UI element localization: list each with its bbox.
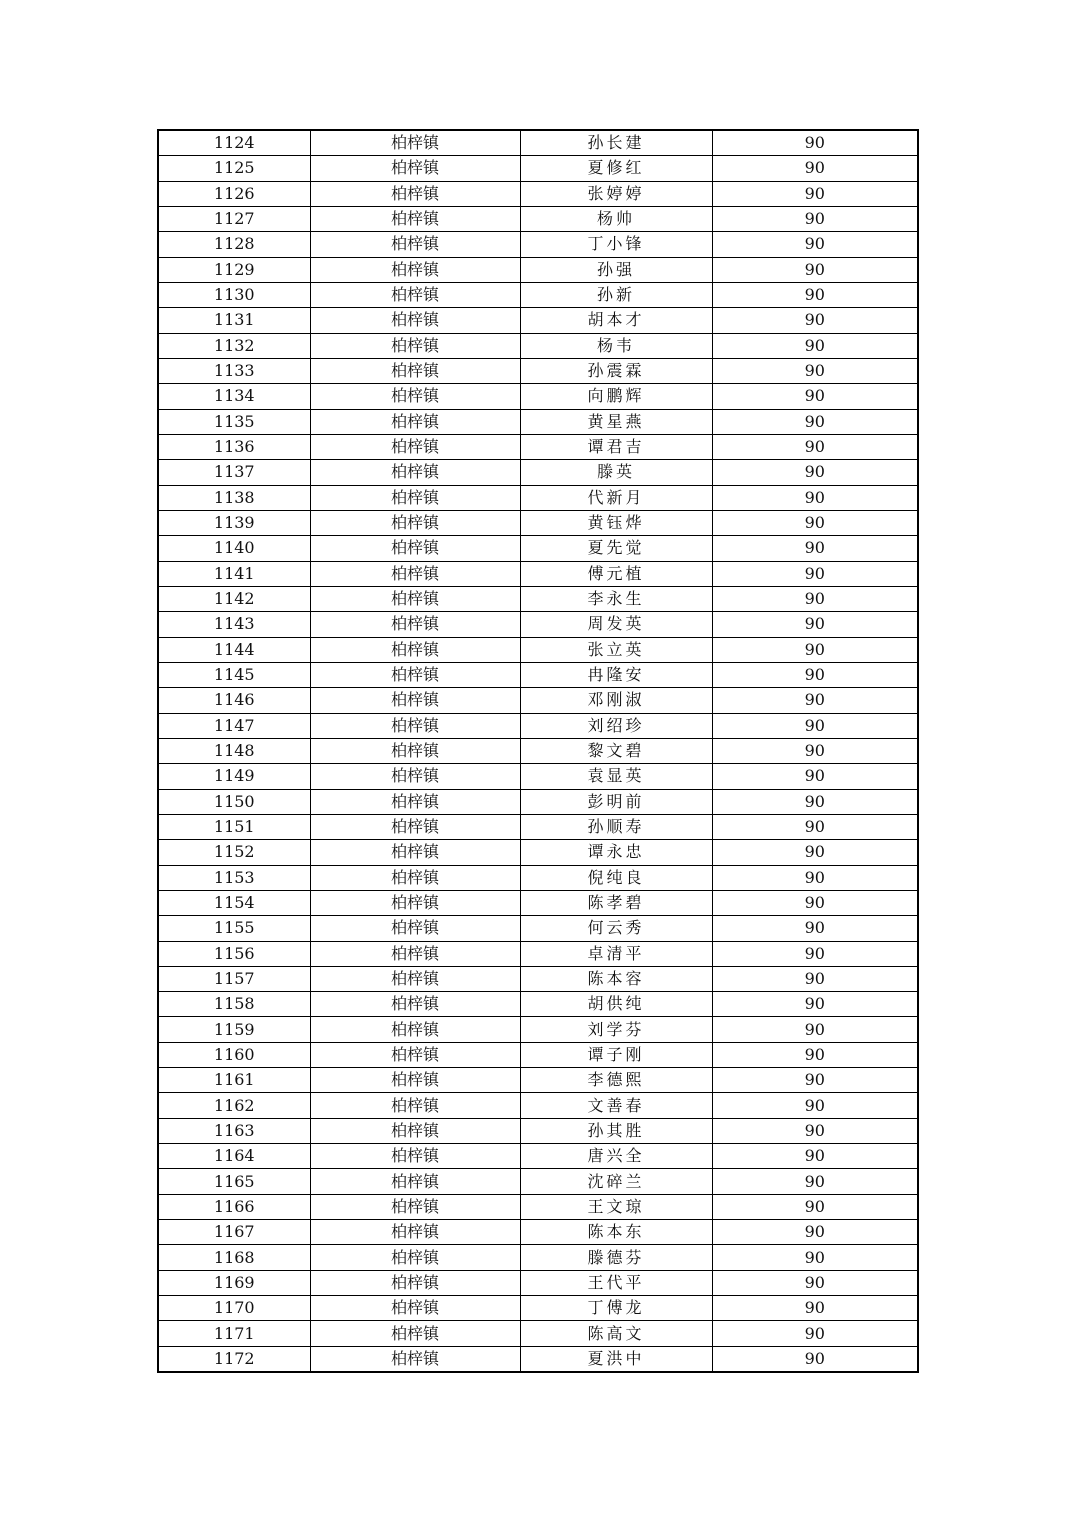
score-cell: 90: [712, 637, 918, 662]
row-number-cell: 1129: [158, 257, 310, 282]
table-row: [158, 865, 918, 890]
table-row: [158, 561, 918, 586]
name-cell: 彭明前: [520, 789, 712, 814]
name-cell: 黄钰烨: [520, 510, 712, 535]
table-row: [158, 1220, 918, 1245]
row-number-cell: 1166: [158, 1194, 310, 1219]
town-cell: 柏梓镇: [310, 130, 520, 156]
table-row: [158, 1270, 918, 1295]
town-cell: 柏梓镇: [310, 206, 520, 231]
name-cell: 袁显英: [520, 764, 712, 789]
score-cell: 90: [712, 206, 918, 231]
row-number-cell: 1163: [158, 1118, 310, 1143]
name-cell: 谭子刚: [520, 1042, 712, 1067]
table-row: [158, 662, 918, 687]
row-number-cell: 1162: [158, 1093, 310, 1118]
score-cell: 90: [712, 358, 918, 383]
table-row: [158, 1144, 918, 1169]
town-cell: 柏梓镇: [310, 1245, 520, 1270]
score-cell: 90: [712, 1068, 918, 1093]
table-row: [158, 181, 918, 206]
row-number-cell: 1161: [158, 1068, 310, 1093]
score-cell: 90: [712, 865, 918, 890]
score-cell: 90: [712, 713, 918, 738]
name-cell: 黄星燕: [520, 409, 712, 434]
name-cell: 邓刚淑: [520, 688, 712, 713]
town-cell: 柏梓镇: [310, 232, 520, 257]
town-cell: 柏梓镇: [310, 510, 520, 535]
row-number-cell: 1147: [158, 713, 310, 738]
row-number-cell: 1131: [158, 308, 310, 333]
table-row: [158, 992, 918, 1017]
row-number-cell: 1141: [158, 561, 310, 586]
row-number-cell: 1145: [158, 662, 310, 687]
town-cell: 柏梓镇: [310, 181, 520, 206]
score-cell: 90: [712, 941, 918, 966]
row-number-cell: 1155: [158, 916, 310, 941]
table-row: [158, 282, 918, 307]
table-row: [158, 966, 918, 991]
town-cell: 柏梓镇: [310, 916, 520, 941]
name-cell: 孙其胜: [520, 1118, 712, 1143]
score-cell: 90: [712, 1169, 918, 1194]
score-cell: 90: [712, 814, 918, 839]
table-row: [158, 485, 918, 510]
score-cell: 90: [712, 1144, 918, 1169]
name-cell: 孙长建: [520, 130, 712, 156]
row-number-cell: 1140: [158, 536, 310, 561]
table-row: [158, 130, 918, 156]
name-cell: 张婷婷: [520, 181, 712, 206]
name-cell: 杨韦: [520, 333, 712, 358]
town-cell: 柏梓镇: [310, 662, 520, 687]
town-cell: 柏梓镇: [310, 257, 520, 282]
table-row: [158, 612, 918, 637]
score-cell: 90: [712, 384, 918, 409]
town-cell: 柏梓镇: [310, 612, 520, 637]
name-cell: 丁小锋: [520, 232, 712, 257]
table-row: [158, 1093, 918, 1118]
row-number-cell: 1152: [158, 840, 310, 865]
town-cell: 柏梓镇: [310, 1321, 520, 1346]
name-cell: 周发英: [520, 612, 712, 637]
town-cell: 柏梓镇: [310, 485, 520, 510]
name-cell: 王文琼: [520, 1194, 712, 1219]
name-cell: 夏先觉: [520, 536, 712, 561]
row-number-cell: 1130: [158, 282, 310, 307]
row-number-cell: 1136: [158, 434, 310, 459]
row-number-cell: 1124: [158, 130, 310, 156]
score-cell: 90: [712, 257, 918, 282]
score-cell: 90: [712, 1042, 918, 1067]
table-row: [158, 713, 918, 738]
table-row: [158, 764, 918, 789]
town-cell: 柏梓镇: [310, 536, 520, 561]
score-cell: 90: [712, 662, 918, 687]
row-number-cell: 1126: [158, 181, 310, 206]
score-cell: 90: [712, 130, 918, 156]
roster-table-body: [158, 130, 918, 1372]
table-row: [158, 941, 918, 966]
row-number-cell: 1135: [158, 409, 310, 434]
town-cell: 柏梓镇: [310, 1093, 520, 1118]
name-cell: 夏修红: [520, 156, 712, 181]
score-cell: 90: [712, 1093, 918, 1118]
table-row: [158, 333, 918, 358]
table-row: [158, 1169, 918, 1194]
score-cell: 90: [712, 1220, 918, 1245]
score-cell: 90: [712, 916, 918, 941]
score-cell: 90: [712, 966, 918, 991]
name-cell: 何云秀: [520, 916, 712, 941]
name-cell: 谭君吉: [520, 434, 712, 459]
table-row: [158, 840, 918, 865]
row-number-cell: 1139: [158, 510, 310, 535]
town-cell: 柏梓镇: [310, 1346, 520, 1372]
town-cell: 柏梓镇: [310, 1194, 520, 1219]
table-row: [158, 536, 918, 561]
name-cell: 孙顺寿: [520, 814, 712, 839]
town-cell: 柏梓镇: [310, 282, 520, 307]
name-cell: 陈高文: [520, 1321, 712, 1346]
name-cell: 陈本东: [520, 1220, 712, 1245]
row-number-cell: 1142: [158, 586, 310, 611]
name-cell: 孙震霖: [520, 358, 712, 383]
row-number-cell: 1172: [158, 1346, 310, 1372]
town-cell: 柏梓镇: [310, 1296, 520, 1321]
table-row: [158, 1042, 918, 1067]
row-number-cell: 1158: [158, 992, 310, 1017]
score-cell: 90: [712, 1118, 918, 1143]
town-cell: 柏梓镇: [310, 409, 520, 434]
town-cell: 柏梓镇: [310, 814, 520, 839]
score-cell: 90: [712, 536, 918, 561]
town-cell: 柏梓镇: [310, 992, 520, 1017]
row-number-cell: 1171: [158, 1321, 310, 1346]
table-row: [158, 1118, 918, 1143]
row-number-cell: 1165: [158, 1169, 310, 1194]
name-cell: 李永生: [520, 586, 712, 611]
table-row: [158, 586, 918, 611]
score-cell: 90: [712, 1346, 918, 1372]
table-row: [158, 916, 918, 941]
row-number-cell: 1154: [158, 890, 310, 915]
town-cell: 柏梓镇: [310, 688, 520, 713]
score-cell: 90: [712, 1296, 918, 1321]
score-cell: 90: [712, 485, 918, 510]
score-cell: 90: [712, 1245, 918, 1270]
name-cell: 陈本容: [520, 966, 712, 991]
row-number-cell: 1159: [158, 1017, 310, 1042]
town-cell: 柏梓镇: [310, 434, 520, 459]
town-cell: 柏梓镇: [310, 358, 520, 383]
table-row: [158, 510, 918, 535]
score-cell: 90: [712, 460, 918, 485]
name-cell: 孙强: [520, 257, 712, 282]
name-cell: 向鹏辉: [520, 384, 712, 409]
name-cell: 冉隆安: [520, 662, 712, 687]
row-number-cell: 1150: [158, 789, 310, 814]
roster-table: [157, 129, 919, 1373]
row-number-cell: 1156: [158, 941, 310, 966]
name-cell: 李德熙: [520, 1068, 712, 1093]
score-cell: 90: [712, 181, 918, 206]
name-cell: 刘学芬: [520, 1017, 712, 1042]
name-cell: 丁傅龙: [520, 1296, 712, 1321]
name-cell: 傅元植: [520, 561, 712, 586]
score-cell: 90: [712, 890, 918, 915]
name-cell: 张立英: [520, 637, 712, 662]
table-row: [158, 738, 918, 763]
row-number-cell: 1146: [158, 688, 310, 713]
table-row: [158, 688, 918, 713]
score-cell: 90: [712, 1194, 918, 1219]
table-row: [158, 1321, 918, 1346]
town-cell: 柏梓镇: [310, 966, 520, 991]
name-cell: 刘绍珍: [520, 713, 712, 738]
town-cell: 柏梓镇: [310, 308, 520, 333]
town-cell: 柏梓镇: [310, 1220, 520, 1245]
town-cell: 柏梓镇: [310, 865, 520, 890]
row-number-cell: 1168: [158, 1245, 310, 1270]
town-cell: 柏梓镇: [310, 384, 520, 409]
table-row: [158, 232, 918, 257]
score-cell: 90: [712, 840, 918, 865]
table-row: [158, 890, 918, 915]
table-row: [158, 358, 918, 383]
name-cell: 陈孝碧: [520, 890, 712, 915]
score-cell: 90: [712, 586, 918, 611]
name-cell: 胡供纯: [520, 992, 712, 1017]
score-cell: 90: [712, 688, 918, 713]
town-cell: 柏梓镇: [310, 1042, 520, 1067]
score-cell: 90: [712, 434, 918, 459]
town-cell: 柏梓镇: [310, 333, 520, 358]
score-cell: 90: [712, 1321, 918, 1346]
town-cell: 柏梓镇: [310, 586, 520, 611]
town-cell: 柏梓镇: [310, 561, 520, 586]
name-cell: 倪纯良: [520, 865, 712, 890]
town-cell: 柏梓镇: [310, 1017, 520, 1042]
table-row: [158, 257, 918, 282]
row-number-cell: 1134: [158, 384, 310, 409]
table-row: [158, 637, 918, 662]
table-row: [158, 409, 918, 434]
row-number-cell: 1127: [158, 206, 310, 231]
town-cell: 柏梓镇: [310, 1118, 520, 1143]
table-row: [158, 206, 918, 231]
town-cell: 柏梓镇: [310, 789, 520, 814]
row-number-cell: 1128: [158, 232, 310, 257]
row-number-cell: 1153: [158, 865, 310, 890]
score-cell: 90: [712, 1017, 918, 1042]
row-number-cell: 1164: [158, 1144, 310, 1169]
table-row: [158, 814, 918, 839]
name-cell: 唐兴全: [520, 1144, 712, 1169]
table-row: [158, 308, 918, 333]
score-cell: 90: [712, 282, 918, 307]
row-number-cell: 1151: [158, 814, 310, 839]
table-row: [158, 384, 918, 409]
row-number-cell: 1132: [158, 333, 310, 358]
name-cell: 谭永忠: [520, 840, 712, 865]
score-cell: 90: [712, 764, 918, 789]
name-cell: 卓清平: [520, 941, 712, 966]
name-cell: 杨帅: [520, 206, 712, 231]
row-number-cell: 1169: [158, 1270, 310, 1295]
name-cell: 王代平: [520, 1270, 712, 1295]
row-number-cell: 1144: [158, 637, 310, 662]
score-cell: 90: [712, 561, 918, 586]
score-cell: 90: [712, 409, 918, 434]
name-cell: 沈碎兰: [520, 1169, 712, 1194]
table-row: [158, 1194, 918, 1219]
row-number-cell: 1148: [158, 738, 310, 763]
table-row: [158, 1017, 918, 1042]
row-number-cell: 1160: [158, 1042, 310, 1067]
row-number-cell: 1138: [158, 485, 310, 510]
town-cell: 柏梓镇: [310, 637, 520, 662]
name-cell: 滕英: [520, 460, 712, 485]
row-number-cell: 1157: [158, 966, 310, 991]
town-cell: 柏梓镇: [310, 941, 520, 966]
name-cell: 代新月: [520, 485, 712, 510]
town-cell: 柏梓镇: [310, 1270, 520, 1295]
table-row: [158, 1068, 918, 1093]
town-cell: 柏梓镇: [310, 840, 520, 865]
score-cell: 90: [712, 789, 918, 814]
name-cell: 滕德芬: [520, 1245, 712, 1270]
score-cell: 90: [712, 612, 918, 637]
score-cell: 90: [712, 1270, 918, 1295]
town-cell: 柏梓镇: [310, 890, 520, 915]
name-cell: 胡本才: [520, 308, 712, 333]
score-cell: 90: [712, 308, 918, 333]
name-cell: 夏洪中: [520, 1346, 712, 1372]
score-cell: 90: [712, 738, 918, 763]
row-number-cell: 1149: [158, 764, 310, 789]
row-number-cell: 1170: [158, 1296, 310, 1321]
score-cell: 90: [712, 156, 918, 181]
row-number-cell: 1137: [158, 460, 310, 485]
table-row: [158, 434, 918, 459]
row-number-cell: 1167: [158, 1220, 310, 1245]
table-row: [158, 460, 918, 485]
town-cell: 柏梓镇: [310, 1144, 520, 1169]
town-cell: 柏梓镇: [310, 1068, 520, 1093]
table-row: [158, 789, 918, 814]
table-row: [158, 1346, 918, 1372]
table-row: [158, 156, 918, 181]
row-number-cell: 1125: [158, 156, 310, 181]
table-row: [158, 1296, 918, 1321]
row-number-cell: 1133: [158, 358, 310, 383]
town-cell: 柏梓镇: [310, 1169, 520, 1194]
table-row: [158, 1245, 918, 1270]
name-cell: 孙新: [520, 282, 712, 307]
row-number-cell: 1143: [158, 612, 310, 637]
town-cell: 柏梓镇: [310, 460, 520, 485]
score-cell: 90: [712, 333, 918, 358]
town-cell: 柏梓镇: [310, 738, 520, 763]
town-cell: 柏梓镇: [310, 713, 520, 738]
town-cell: 柏梓镇: [310, 156, 520, 181]
name-cell: 黎文碧: [520, 738, 712, 763]
town-cell: 柏梓镇: [310, 764, 520, 789]
name-cell: 文善春: [520, 1093, 712, 1118]
score-cell: 90: [712, 510, 918, 535]
score-cell: 90: [712, 232, 918, 257]
score-cell: 90: [712, 992, 918, 1017]
